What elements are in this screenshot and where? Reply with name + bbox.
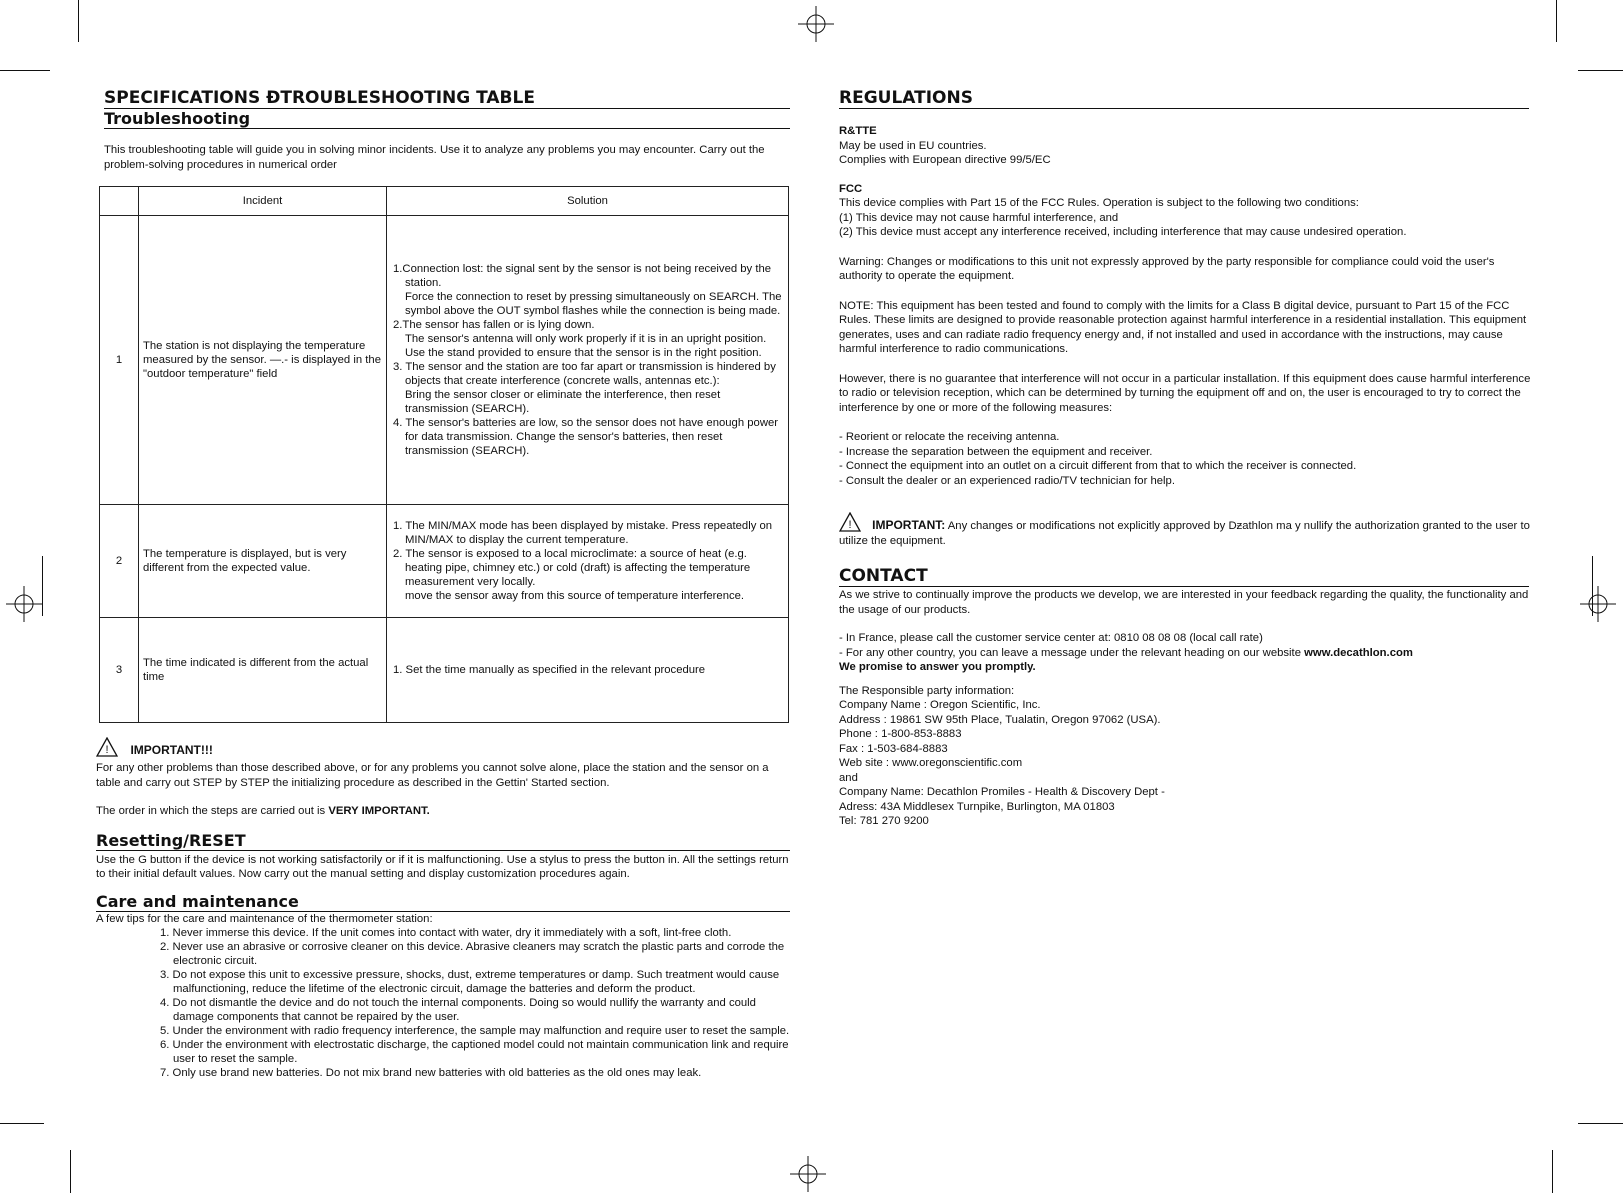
solution-step: 1. The MIN/MAX mode has been displayed by mistake. Press repeatedly on MIN/MAX to display the current temperature. <box>393 520 773 546</box>
solution-step: move the sensor away from this source of temperature interference. <box>405 590 745 602</box>
list-item: 1. Never immerse this device. If the unit comes into contact with water, dry it immediately with a soft, lint-free cloth. <box>160 927 732 939</box>
order-text-bold: VERY IMPORTANT. <box>328 805 430 817</box>
contact-promise: We promise to answer you promptly. <box>839 661 1036 673</box>
responsible-line: Phone : 1-800-853-8883 <box>839 728 962 740</box>
list-item: - Reorient or relocate the receiving antenna. <box>839 431 1060 443</box>
crop-mark <box>42 556 43 616</box>
crop-mark <box>70 1150 71 1193</box>
responsible-line: Fax : 1-503-684-8883 <box>839 742 948 755</box>
solution-step: 2. The sensor is exposed to a local microclimate: a source of heat (e.g. heating pipe, chimney etc.) or cold (draft) is affecting the temperature measurement very locally. <box>393 548 751 588</box>
troubleshooting-heading: Troubleshooting <box>104 109 790 129</box>
contact-block <box>839 631 1539 675</box>
registration-mark <box>6 586 42 622</box>
responsible-line: Tel: 781 270 9200 <box>839 815 929 827</box>
row-number: 3 <box>100 618 139 722</box>
registration-mark <box>790 1156 826 1192</box>
fcc-label: FCC <box>839 182 863 195</box>
contact-title: CONTACT <box>839 566 1529 587</box>
important-text: For any other problems than those described above, or for any problems you cannot solve alone, place the station and the sensor on a table and carry out STEP by STEP the initializing procedure as described in the Gettin' Started section. <box>96 762 769 789</box>
list-item: 6. Under the environment with electrostatic discharge, the captioned model could not maintain communication link and require user to reset the sample. <box>160 1039 789 1065</box>
responsible-line: The Responsible party information: <box>839 684 1015 697</box>
list-item: 7. Only use brand new batteries. Do not mix brand new batteries with old batteries as the old ones may leak. <box>160 1067 702 1079</box>
crop-mark <box>1578 70 1623 71</box>
solution-step: 1. Set the time manually as specified in the relevant procedure <box>393 664 706 676</box>
fcc-block <box>839 182 1539 240</box>
row-incident: The station is not displaying the temperature measured by the sensor. —.- is displayed in the "outdoor temperature" field <box>139 216 387 504</box>
rtte-line: Complies with European directive 99/5/EC <box>839 154 1051 166</box>
important-block <box>96 737 790 819</box>
crop-mark <box>78 0 79 42</box>
list-item: 2. Never use an abrasive or corrosive cleaner on this device. Abrasive cleaners may scratch the plastic parts and corrode the electronic circuit. <box>160 941 785 967</box>
page-title: SPECIFICATIONS ÐTROUBLESHOOTING TABLE <box>104 88 790 109</box>
responsible-line: and <box>839 771 858 784</box>
important-label: IMPORTANT: <box>872 518 946 532</box>
table-header-num <box>100 187 139 215</box>
crop-mark <box>0 1123 44 1124</box>
order-text-plain: The order in which the steps are carried out is <box>96 805 326 817</box>
fcc-line: (2) This device must accept any interference received, including interference that may cause undesired operation. <box>839 226 1407 238</box>
list-item: - Connect the equipment into an outlet on a circuit different from that to which the receiver is connected. <box>839 460 1357 472</box>
important-label: IMPORTANT!!! <box>130 743 213 757</box>
troubleshooting-intro: This troubleshooting table will guide you in solving minor incidents. Use it to analyze any problems you may encounter. Carry out the problem-solving procedures in numerical order <box>104 144 765 171</box>
list-item: - Increase the separation between the equipment and receiver. <box>839 445 1153 458</box>
responsible-line: Address : 19861 SW 95th Place, Tualatin, Oregon 97062 (USA). <box>839 713 1161 726</box>
solution-step: 3. The sensor and the station are too far apart or transmission is hindered by objects that create interference (concrete walls, antennas etc.): <box>393 361 776 387</box>
contact-other <box>839 646 1539 661</box>
crop-mark <box>1556 0 1557 42</box>
responsible-line: Web site : www.oregonscientific.com <box>839 757 1023 769</box>
contact-intro: As we strive to continually improve the products we develop, we are interested in your feedback regarding the quality, the functionality and the usage of our products. <box>839 589 1529 616</box>
responsible-line: Company Name: Decathlon Promiles - Health & Discovery Dept - <box>839 786 1165 798</box>
table-row <box>100 504 788 617</box>
rtte-line: May be used in EU countries. <box>839 139 987 152</box>
important-text: Any changes or modifications not explicitly approved by Dƶathlon ma y nullify the authorization granted to the user to utilize the equipment. <box>839 520 1530 547</box>
fcc-line: This device complies with Part 15 of the FCC Rules. Operation is subject to the following two conditions: <box>839 197 1359 209</box>
row-incident: The temperature is displayed, but is very different from the expected value. <box>139 505 387 617</box>
reset-text: Use the G button if the device is not working satisfactorily or if it is malfunctioning. Use a stylus to press the button in. All the settings return to their initial default values. Now carry out the manual setting and display customization procedures again. <box>96 853 789 880</box>
table-header-row <box>100 187 788 215</box>
crop-mark <box>0 70 50 71</box>
list-item: 4. Do not dismantle the device and do not touch the internal components. Doing so would nullify the warranty and could damage components that cannot be repaired by the user. <box>160 997 756 1023</box>
row-number: 2 <box>100 505 139 617</box>
table-row <box>100 215 788 504</box>
troubleshooting-table <box>99 186 789 723</box>
fcc-line: (1) This device may not cause harmful interference, and <box>839 211 1119 224</box>
table-header-solution: Solution <box>567 195 608 207</box>
registration-mark <box>798 6 834 42</box>
solution-step: 2.The sensor has fallen or is lying down. <box>393 319 595 331</box>
row-solution <box>387 505 788 617</box>
table-header-incident: Incident <box>139 187 387 215</box>
registration-mark <box>1580 586 1616 622</box>
however-text: However, there is no guarantee that interference will not occur in a particular installation. If this equipment does cause harmful interference to radio or television reception, which can be determined by turning the equipment off and on, the user is encouraged to try to correct the interference by one or more of the following measures: <box>839 372 1531 414</box>
reset-heading: Resetting/RESET <box>96 831 790 851</box>
rtte-block <box>839 124 1539 168</box>
solution-step: 1.Connection lost: the signal sent by the sensor is not being received by the station. <box>393 263 772 289</box>
list-item: 3. Do not expose this unit to excessive pressure, shocks, dust, extreme temperatures or damp. Such treatment would cause malfunctioning, reduce the lifetime of the electronic circuit, damage the batteries and deform the product. <box>160 969 780 995</box>
responsible-line: Company Name : Oregon Scientific, Inc. <box>839 699 1041 711</box>
crop-mark <box>1552 1150 1553 1193</box>
care-list <box>96 926 790 1080</box>
solution-step: 4. The sensor's batteries are low, so the sensor does not have enough power for data transmission. Change the sensor's batteries, then reset transmission (SEARCH). <box>393 417 779 457</box>
measures-list <box>839 430 1539 488</box>
crop-mark <box>1578 1123 1623 1124</box>
rtte-label: R&TTE <box>839 125 877 137</box>
solution-step: Bring the sensor closer or eliminate the interference, then reset transmission (SEARCH). <box>405 389 721 415</box>
care-heading: Care and maintenance <box>96 892 790 912</box>
table-row <box>100 617 788 722</box>
svg-text:!: ! <box>848 519 852 531</box>
responsible-line: Adress: 43A Middlesex Turnpike, Burlington, MA 01803 <box>839 800 1115 813</box>
solution-step: Force the connection to reset by pressing simultaneously on SEARCH. The symbol above the OUT symbol flashes while the connection is being made. <box>405 291 782 317</box>
row-solution <box>387 216 788 504</box>
responsible-party <box>839 684 1539 829</box>
important-block <box>839 512 1539 548</box>
website-link[interactable]: www.decathlon.com <box>1304 646 1413 659</box>
row-number: 1 <box>100 216 139 504</box>
warning-text: Warning: Changes or modifications to this unit not expressly approved by the party responsible for compliance could void the user's authority to operate the equipment. <box>839 255 1495 282</box>
regulations-title: REGULATIONS <box>839 88 1529 109</box>
solution-step: The sensor's antenna will only work properly if it is in an upright position. Use the stand provided to ensure that the sensor is in the right position. <box>405 333 767 359</box>
warning-triangle-icon <box>839 512 861 532</box>
left-page <box>96 88 790 1080</box>
care-intro: A few tips for the care and maintenance of the thermometer station: <box>96 912 433 925</box>
row-solution <box>387 618 788 722</box>
order-text <box>96 804 790 819</box>
right-page <box>839 88 1539 829</box>
svg-text:!: ! <box>105 744 109 756</box>
row-incident: The time indicated is different from the actual time <box>139 618 387 722</box>
warning-triangle-icon <box>96 737 118 757</box>
list-item: - Consult the dealer or an experienced radio/TV technician for help. <box>839 474 1175 487</box>
list-item: 5. Under the environment with radio frequency interference, the sample may malfunction and require user to reset the sample. <box>160 1025 790 1037</box>
note-text: NOTE: This equipment has been tested and found to comply with the limits for a Class B digital device, pursuant to Part 15 of the FCC Rules. These limits are designed to provide reasonable protection against harmful interference in a residential installation. This equipment generates, uses and can radiate radio frequency energy and, if not installed and used in accordance with the instructions, may cause harmful interference to radio communications. <box>839 299 1527 355</box>
contact-other-text: - For any other country, you can leave a message under the relevant heading on our website <box>839 646 1301 659</box>
contact-france: - In France, please call the customer service center at: 0810 08 08 08 (local call rate) <box>839 632 1263 644</box>
